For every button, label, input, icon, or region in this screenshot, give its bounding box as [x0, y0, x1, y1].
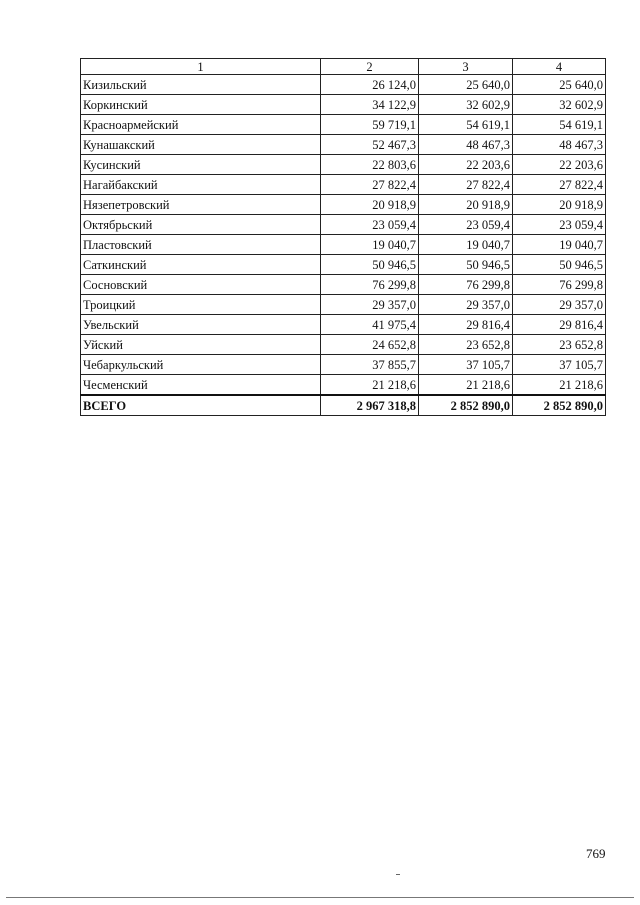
district-name: Коркинский	[81, 95, 321, 115]
scan-mark	[396, 874, 400, 875]
value-col-2: 22 803,6	[321, 155, 419, 175]
table-row	[81, 195, 606, 215]
table-row	[81, 355, 606, 375]
table-row	[81, 335, 606, 355]
district-name: Красноармейский	[81, 115, 321, 135]
value-col-2: 76 299,8	[321, 275, 419, 295]
table-row	[81, 275, 606, 295]
table-row	[81, 175, 606, 195]
value-col-4: 19 040,7	[513, 235, 606, 255]
value-col-4: 76 299,8	[513, 275, 606, 295]
value-col-4: 20 918,9	[513, 195, 606, 215]
total-value-col-3: 2 852 890,0	[419, 395, 513, 416]
total-row	[81, 395, 606, 416]
district-name: Чебаркульский	[81, 355, 321, 375]
value-col-4: 23 652,8	[513, 335, 606, 355]
value-col-2: 24 652,8	[321, 335, 419, 355]
district-table	[80, 58, 606, 416]
value-col-4: 25 640,0	[513, 75, 606, 95]
value-col-2: 20 918,9	[321, 195, 419, 215]
table-row	[81, 115, 606, 135]
value-col-4: 32 602,9	[513, 95, 606, 115]
value-col-3: 27 822,4	[419, 175, 513, 195]
district-name: Кусинский	[81, 155, 321, 175]
value-col-4: 37 105,7	[513, 355, 606, 375]
value-col-4: 21 218,6	[513, 375, 606, 396]
table-row	[81, 295, 606, 315]
header-cell-col-3: 3	[419, 59, 513, 75]
value-col-3: 54 619,1	[419, 115, 513, 135]
value-col-3: 29 357,0	[419, 295, 513, 315]
value-col-2: 29 357,0	[321, 295, 419, 315]
value-col-4: 23 059,4	[513, 215, 606, 235]
value-col-4: 27 822,4	[513, 175, 606, 195]
table-row	[81, 155, 606, 175]
district-name: Сосновский	[81, 275, 321, 295]
value-col-4: 50 946,5	[513, 255, 606, 275]
value-col-2: 27 822,4	[321, 175, 419, 195]
district-name: Пластовский	[81, 235, 321, 255]
header-row	[81, 59, 606, 75]
district-table-body	[81, 59, 606, 416]
footer-rule	[6, 897, 634, 898]
value-col-4: 54 619,1	[513, 115, 606, 135]
district-name: Увельский	[81, 315, 321, 335]
value-col-2: 41 975,4	[321, 315, 419, 335]
value-col-3: 48 467,3	[419, 135, 513, 155]
value-col-3: 22 203,6	[419, 155, 513, 175]
district-name: Уйский	[81, 335, 321, 355]
total-value-col-2: 2 967 318,8	[321, 395, 419, 416]
header-cell-col-1: 1	[81, 59, 321, 75]
value-col-3: 29 816,4	[419, 315, 513, 335]
value-col-2: 23 059,4	[321, 215, 419, 235]
table-row	[81, 75, 606, 95]
value-col-2: 50 946,5	[321, 255, 419, 275]
value-col-3: 25 640,0	[419, 75, 513, 95]
value-col-3: 21 218,6	[419, 375, 513, 396]
table-row	[81, 215, 606, 235]
value-col-3: 20 918,9	[419, 195, 513, 215]
district-name: Саткинский	[81, 255, 321, 275]
total-label: ВСЕГО	[81, 395, 321, 416]
value-col-4: 29 816,4	[513, 315, 606, 335]
district-name: Октябрьский	[81, 215, 321, 235]
value-col-3: 23 652,8	[419, 335, 513, 355]
page-number: 769	[586, 846, 606, 861]
table-row	[81, 315, 606, 335]
district-name: Кунашакский	[81, 135, 321, 155]
value-col-3: 32 602,9	[419, 95, 513, 115]
value-col-2: 37 855,7	[321, 355, 419, 375]
table-row	[81, 375, 606, 396]
value-col-3: 50 946,5	[419, 255, 513, 275]
district-name: Нязепетровский	[81, 195, 321, 215]
value-col-3: 19 040,7	[419, 235, 513, 255]
value-col-2: 52 467,3	[321, 135, 419, 155]
value-col-3: 76 299,8	[419, 275, 513, 295]
value-col-3: 23 059,4	[419, 215, 513, 235]
value-col-4: 48 467,3	[513, 135, 606, 155]
district-name: Нагайбакский	[81, 175, 321, 195]
value-col-2: 26 124,0	[321, 75, 419, 95]
table-row	[81, 255, 606, 275]
value-col-3: 37 105,7	[419, 355, 513, 375]
district-name: Кизильский	[81, 75, 321, 95]
table-row	[81, 135, 606, 155]
value-col-2: 59 719,1	[321, 115, 419, 135]
value-col-2: 21 218,6	[321, 375, 419, 396]
header-cell-col-4: 4	[513, 59, 606, 75]
total-value-col-4: 2 852 890,0	[513, 395, 606, 416]
value-col-4: 29 357,0	[513, 295, 606, 315]
table-row	[81, 95, 606, 115]
district-name: Троицкий	[81, 295, 321, 315]
value-col-2: 19 040,7	[321, 235, 419, 255]
value-col-4: 22 203,6	[513, 155, 606, 175]
header-cell-col-2: 2	[321, 59, 419, 75]
value-col-2: 34 122,9	[321, 95, 419, 115]
table-row	[81, 235, 606, 255]
district-name: Чесменский	[81, 375, 321, 396]
